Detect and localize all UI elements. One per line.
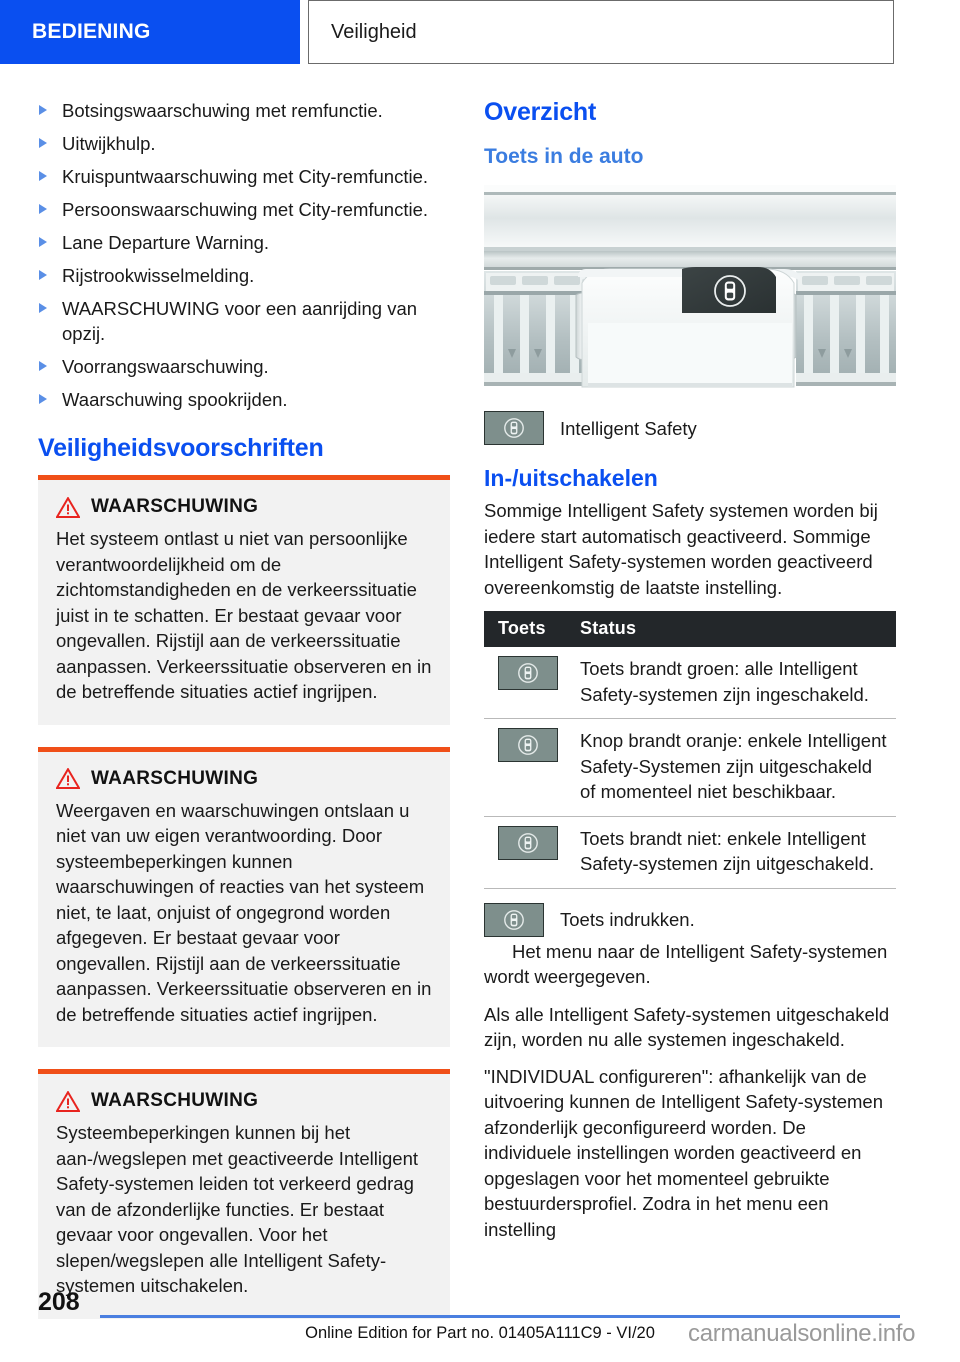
list-item [38, 263, 450, 288]
dashboard-illustration-svg [484, 183, 896, 395]
triangle-bullet-icon [39, 361, 47, 371]
footer-edition-text: Online Edition for Part no. 01405A111C9 - VI/20 [305, 1324, 655, 1342]
column-header-status: Status [576, 611, 896, 647]
table-row [484, 719, 896, 817]
list-item-label: Lane Departure Warning. [62, 232, 270, 253]
table-cell-status: Toets brandt groen: alle Intelligent Safety-systemen zijn ingeschakeld. [576, 647, 896, 719]
list-item [38, 387, 450, 412]
intelligent-safety-glyph-icon [501, 415, 527, 441]
dashboard-illustration [484, 183, 896, 395]
intelligent-safety-button-icon [484, 411, 544, 445]
chapter-tab-label: BEDIENING [32, 20, 151, 43]
table-cell-status: Toets brandt niet: enkele Intelligent Safety-systemen zijn uitgeschakeld. [576, 816, 896, 888]
watermark: carmanualsonline.info [688, 1320, 916, 1347]
triangle-bullet-icon [39, 204, 47, 214]
warning-box-text: Systeembeperkingen kunnen bij het aan-/wegslepen met geactiveerde Intelligent Safety-systemen leiden tot verkeerd gedrag van de afzonderlijke functies. Er bestaat gevaar voor ongevallen. Voor het slepen/wegslepen alle Intelligent Safety-systemen uitschakelen. [56, 1122, 419, 1296]
triangle-bullet-icon [39, 237, 47, 247]
status-table [484, 611, 896, 889]
list-item-label: Botsingswaarschuwing met remfunctie. [62, 100, 383, 121]
warning-box-title [56, 1090, 432, 1112]
triangle-bullet-icon [39, 270, 47, 280]
section-tab [308, 0, 894, 64]
table-cell-icon [484, 816, 576, 888]
body-paragraph-1: Als alle Intelligent Safety-systemen uitgeschakeld zijn, worden nu alle systemen ingeschakeld. [484, 1003, 890, 1050]
intelligent-safety-button-icon [498, 728, 558, 762]
warning-box-title [56, 496, 432, 518]
table-cell-icon [484, 647, 576, 719]
list-item [38, 131, 450, 156]
warning-box-title-label: WAARSCHUWING [91, 1090, 259, 1111]
warning-box [38, 747, 450, 1048]
page-header [0, 0, 960, 66]
status-table-body [484, 647, 896, 888]
intelligent-safety-glyph-icon [515, 660, 541, 686]
warning-box-title-label: WAARSCHUWING [91, 496, 259, 517]
list-item [38, 98, 450, 123]
left-column [38, 98, 450, 1341]
warning-triangle-icon [56, 768, 80, 789]
table-row [484, 816, 896, 888]
list-item-label: Uitwijkhulp. [62, 133, 156, 154]
intelligent-safety-glyph-icon [501, 907, 527, 933]
section-heading-veiligheidsvoorschriften: Veiligheidsvoorschriften [38, 434, 324, 462]
right-column [484, 98, 896, 1253]
legend-label: Intelligent Safety [560, 418, 697, 439]
intelligent-safety-button-icon [498, 656, 558, 690]
list-item [38, 354, 450, 379]
list-item-label: WAARSCHUWING voor een aanrijding van opzij. [62, 298, 418, 344]
illustration-legend [484, 411, 896, 445]
list-item [38, 197, 450, 222]
warning-box-title [56, 768, 432, 790]
step-action-row [484, 903, 896, 937]
table-cell-status: Knop brandt oranje: enkele Intelligent Safety-Systemen zijn uitgeschakeld of momenteel niet beschikbaar. [576, 719, 896, 817]
list-item [38, 164, 450, 189]
table-cell-icon [484, 719, 576, 817]
warning-box-text: Het systeem ontlast u niet van persoonlijke verantwoordelijkheid om de zichtomstandigheden en de verkeerssituatie juist in te schatten. Er bestaat gevaar voor ongevallen. Rijstijl aan de verkeerssituatie aanpassen. Verkeerssituatie observeren en in de betreffende situaties actief ingrijpen. [56, 528, 432, 702]
triangle-bullet-icon [39, 171, 47, 181]
intelligent-safety-glyph-icon [515, 830, 541, 856]
step-block [484, 903, 896, 990]
warning-triangle-icon [56, 1091, 80, 1112]
triangle-bullet-icon [39, 303, 47, 313]
page-footer [0, 1272, 960, 1362]
step-action-label: Toets indrukken. [560, 908, 695, 930]
footer-divider [100, 1315, 900, 1318]
intelligent-safety-button-icon [498, 826, 558, 860]
list-item-label: Persoonswaarschuwing met City-remfunctie. [62, 199, 429, 220]
list-item-label: Waarschuwing spookrijden. [62, 389, 288, 410]
intelligent-safety-glyph-icon [515, 732, 541, 758]
body-paragraph-2: "INDIVIDUAL configureren": afhankelijk van de uitvoering kunnen de Intelligent Safety-systemen afzonderlijk geconfigureerd worden. De individuele instellingen worden geactiveerd en opgeslagen voor het momenteel gebruikte bestuurdersprofiel. Zodra in het menu een instelling [484, 1065, 884, 1240]
section-heading-overzicht: Overzicht [484, 98, 597, 126]
intro-paragraph: Sommige Intelligent Safety systemen worden bij iedere start automatisch geactiveerd. Sommige Intelligent Safety-systemen worden geactiveerd overeenkomstig de laatste instelling. [484, 500, 878, 598]
triangle-bullet-icon [39, 394, 47, 404]
page-number: 208 [38, 1288, 80, 1316]
subheading-toets-in-de-auto: Toets in de auto [484, 145, 644, 168]
step-result-label: Het menu naar de Intelligent Safety-systemen wordt weergegeven. [484, 940, 888, 987]
list-item [38, 230, 450, 255]
triangle-bullet-icon [39, 105, 47, 115]
section-heading-in-uitschakelen: In-/uitschakelen [484, 465, 658, 491]
feature-bullet-list [38, 98, 450, 412]
section-tab-label: Veiligheid [331, 20, 417, 43]
warning-box-text: Weergaven en waarschuwingen ontslaan u niet van uw eigen verantwoording. Door systeembeperkingen kunnen waarschuwingen of reacties van het systeem niet, te laat, onjuist of ongegrond worden afgegeven. Er bestaat gevaar voor ongevallen. Rijstijl aan de verkeerssituatie aanpassen. Verkeerssituatie observeren en in de betreffende situaties actief ingrijpen. [56, 799, 432, 1025]
column-header-toets: Toets [484, 611, 576, 647]
warning-box [38, 475, 450, 725]
intelligent-safety-button-icon [484, 903, 544, 937]
triangle-bullet-icon [39, 138, 47, 148]
list-item-label: Kruispuntwaarschuwing met City-remfunctie. [62, 166, 429, 187]
table-header-row [484, 611, 896, 647]
warning-box-title-label: WAARSCHUWING [91, 767, 259, 789]
list-item-label: Rijstrookwisselmelding. [62, 265, 255, 286]
table-row [484, 647, 896, 719]
warning-triangle-icon [56, 497, 80, 518]
list-item [38, 296, 450, 346]
list-item-label: Voorrangswaarschuwing. [62, 356, 269, 377]
chapter-tab [0, 0, 300, 64]
status-table-head [484, 611, 896, 647]
